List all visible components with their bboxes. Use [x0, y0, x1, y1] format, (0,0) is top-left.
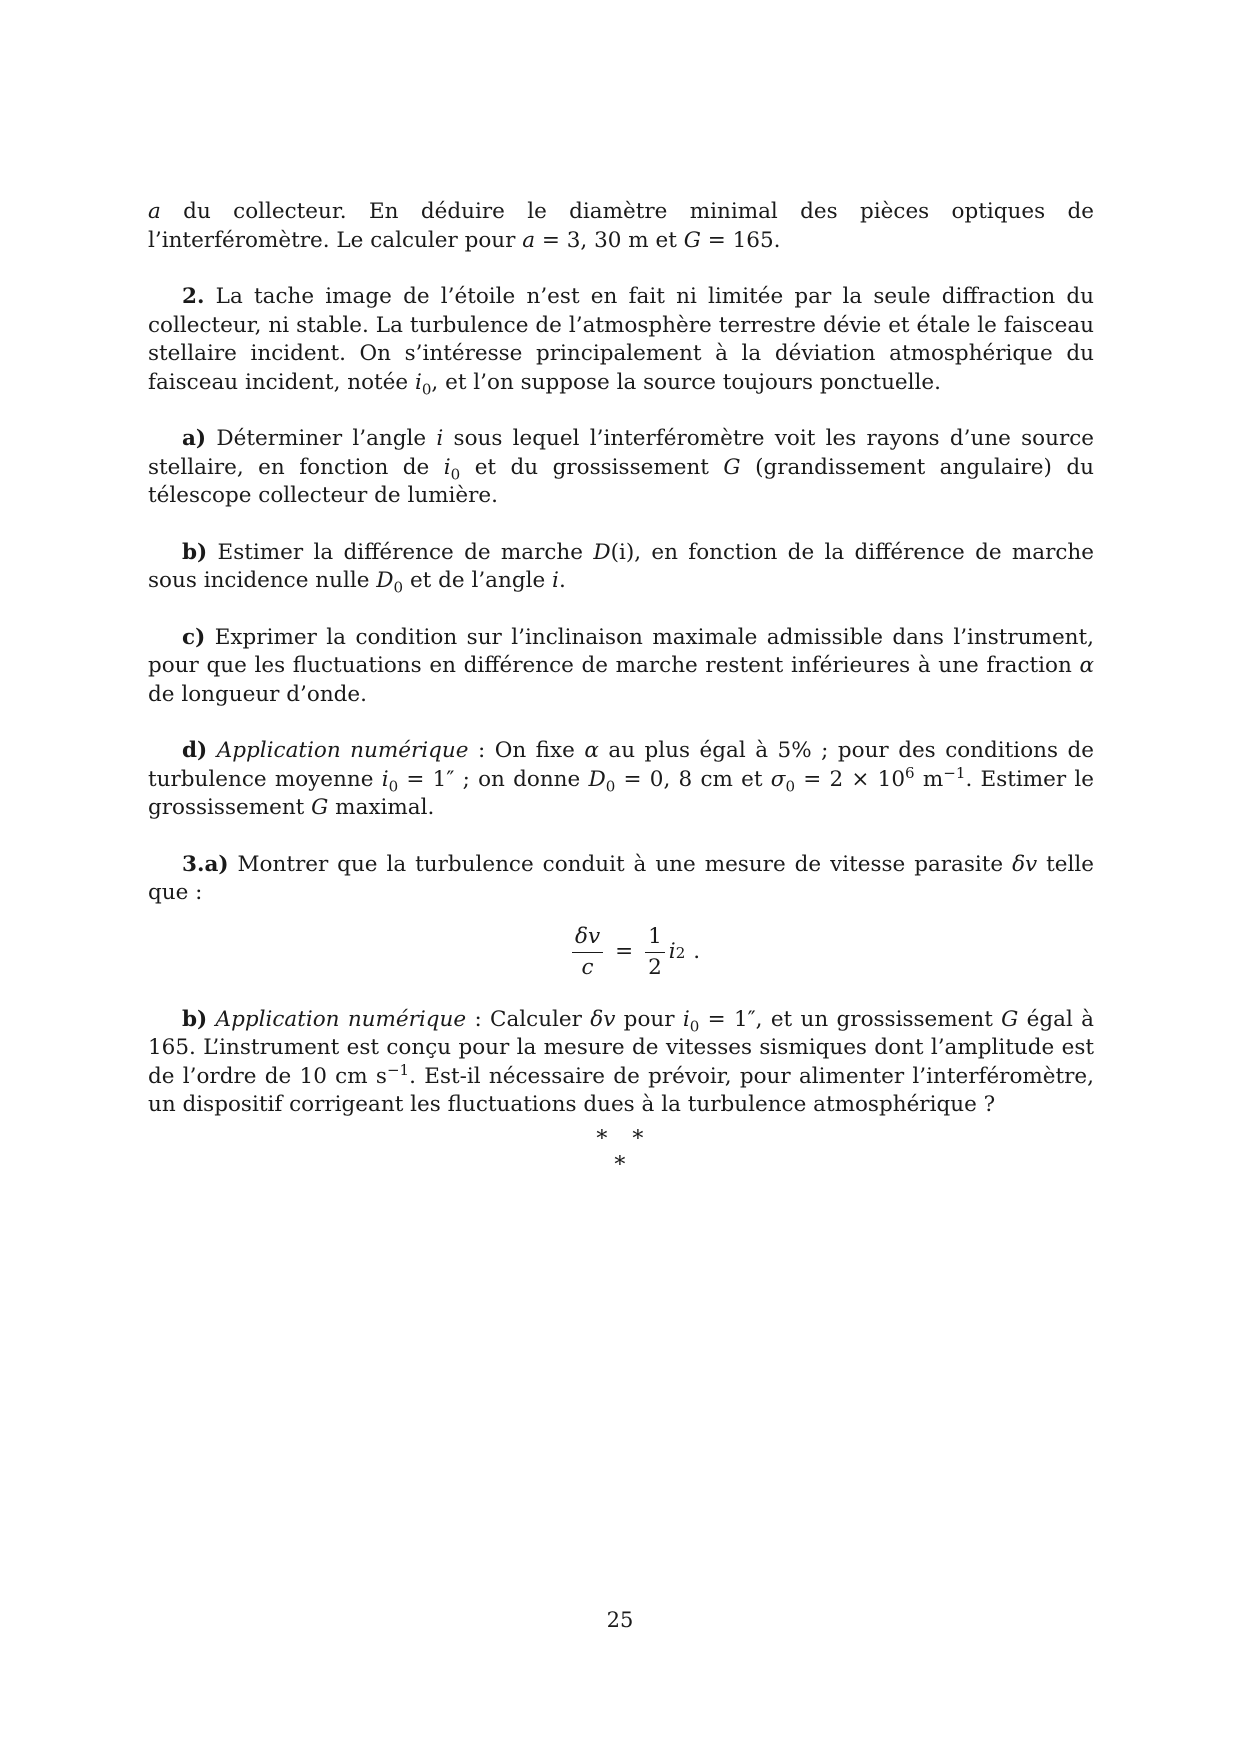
page-body — [148, 198, 1094, 1148]
paragraph-question-2b — [148, 539, 1094, 596]
paragraph-question-3a — [148, 851, 1094, 908]
text: = 2 × 10 — [795, 766, 906, 792]
math-sigma: σ — [770, 766, 786, 792]
math-alpha: α — [1079, 653, 1094, 678]
subscript: 0 — [605, 776, 616, 795]
subscript: 0 — [388, 776, 399, 795]
fraction-denominator: 2 — [648, 955, 662, 980]
math-alpha: α — [584, 738, 599, 763]
fraction-dv-over-c — [572, 924, 603, 981]
math-D-arg: (i) — [610, 539, 635, 565]
text: du collecteur. En déduire le diamètre minimal des pièces optiques de l’interféromètre. Le calculer pour — [148, 199, 1094, 253]
math-i: i — [381, 766, 389, 792]
asterisk-line-1: ∗ ∗ — [594, 1122, 646, 1147]
subscript: 0 — [450, 464, 461, 483]
text: = 165. — [700, 227, 781, 253]
math-D: D — [593, 539, 611, 565]
text: , en fonction de la différence de marche sous incidence nulle — [148, 539, 1094, 593]
text: égal à 165. L’instrument est conçu pour la mesure de vitesses sismiques dont l’amplitude est de l’ordre de 10 cm s — [148, 1006, 1094, 1089]
paragraph-question-2a — [148, 425, 1094, 511]
text: : Calculer — [466, 1006, 591, 1032]
text: et de l’angle — [403, 568, 553, 593]
paragraph-question-2c — [148, 624, 1094, 710]
fraction-numerator: δv — [572, 924, 603, 953]
fraction-numerator: 1 — [645, 924, 665, 953]
text: (grandissement angulaire) du télescope collecteur de lumière. — [148, 454, 1095, 508]
text: = 1″ ; on donne — [398, 766, 589, 792]
question-label: c) — [182, 624, 206, 650]
math-i: i — [443, 454, 451, 480]
math-D0: D — [376, 568, 394, 593]
text: de longueur d’onde. — [148, 681, 367, 707]
text: sous lequel l’interféromètre voit les rayons d’une source stellaire, en fonction de — [148, 426, 1094, 480]
math-G: G — [311, 795, 329, 820]
math-i: i — [682, 1006, 690, 1032]
question-label: d) — [182, 738, 208, 763]
text: maximal. — [328, 795, 435, 820]
math-dv: δv — [590, 1006, 616, 1032]
text: , et l’on suppose la source toujours ponctuelle. — [431, 369, 941, 395]
asterisk-line-2: ∗ — [612, 1148, 628, 1173]
equation-period: . — [693, 939, 701, 965]
text: = 3, 30 m et — [535, 227, 684, 253]
text: . Est-il nécessaire de prévoir, pour alimenter l’interféromètre, un dispositif corrigeant les fluctuations dues à la turbulence atmosphérique ? — [148, 1063, 1094, 1117]
superscript: 6 — [905, 763, 915, 782]
question-label: 3.a) — [182, 851, 229, 877]
text: . Estimer le grossissement — [148, 766, 1094, 820]
text: au plus égal à 5% ; pour des conditions de turbulence moyenne — [148, 738, 1094, 792]
page-number: 25 — [606, 1608, 634, 1632]
math-i: i — [414, 369, 422, 395]
fraction-denominator: c — [581, 955, 594, 980]
text: telle que : — [148, 851, 1094, 905]
paragraph-question-2d — [148, 737, 1094, 823]
math-D: D — [588, 766, 606, 792]
text: m — [914, 766, 944, 792]
text: Déterminer l’angle — [206, 426, 437, 451]
paragraph-question-3b — [148, 1006, 1094, 1120]
question-number: 2. — [182, 284, 205, 309]
subscript: 0 — [785, 776, 796, 795]
math-a: a — [522, 227, 536, 253]
math-G: G — [683, 227, 701, 253]
math-G: G — [723, 454, 741, 480]
equation-velocity — [148, 914, 1094, 992]
subscript: 0 — [393, 578, 404, 597]
text: Estimer la différence de marche — [207, 539, 594, 565]
math-i: i — [552, 568, 559, 593]
text: pour — [615, 1006, 683, 1032]
math-G: G — [1001, 1006, 1019, 1032]
paragraph-question-2 — [148, 283, 1094, 397]
text: La tache image de l’étoile n’est en fait ni limitée par la seule diffraction du collecteur, ni stable. La turbulence de l’atmosphère terrestre dévie et étale le faisceau stellaire incident. On s’intéresse principalement à la déviation atmosphérique du faisceau incident, notée — [148, 284, 1094, 395]
superscript: −1 — [386, 1060, 410, 1079]
text: = 1″, et un grossissement — [699, 1006, 1002, 1032]
text: : On fixe — [468, 738, 585, 763]
application-label: Application numérique — [215, 1006, 467, 1032]
paragraph-collector-diameter — [148, 198, 1094, 255]
math-dv: δv — [1012, 851, 1038, 877]
question-label: b) — [182, 539, 208, 565]
application-label: Application numérique — [216, 738, 469, 763]
math-i: i — [436, 426, 444, 451]
question-label: a) — [182, 426, 207, 451]
text: Montrer que la turbulence conduit à une mesure de vitesse parasite — [228, 851, 1013, 877]
fraction-one-half — [645, 924, 665, 981]
text: = 0, 8 cm et — [615, 766, 771, 792]
math-i: i — [668, 939, 676, 965]
text: et du grossissement — [460, 454, 724, 480]
text: Exprimer la condition sur l’inclinaison maximale admissible dans l’instrument, pour que les fluctuations en différence de marche restent inférieures à une fraction — [148, 624, 1094, 678]
subscript: 0 — [689, 1016, 700, 1035]
text: . — [558, 568, 566, 593]
equals-sign: = — [615, 939, 634, 965]
section-end-asterisks — [0, 1122, 1240, 1174]
subscript: 0 — [421, 379, 432, 398]
math-a: a — [148, 199, 161, 224]
superscript: −1 — [943, 763, 966, 782]
equation-content: $\frac{\delta v}{c}$ = $\frac{1}{2}$ i 2 . — [568, 914, 700, 992]
question-label: b) — [182, 1006, 208, 1032]
